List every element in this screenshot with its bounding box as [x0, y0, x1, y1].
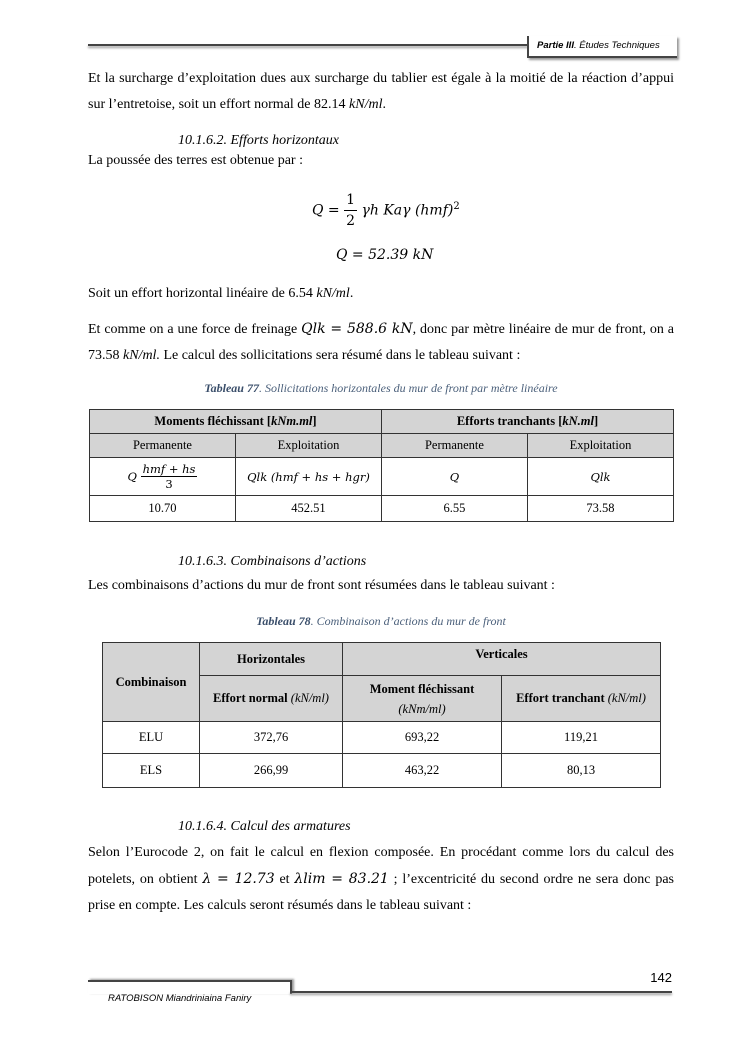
header-rule	[88, 44, 528, 46]
p6-m2: λlim = 83.21	[294, 871, 389, 887]
p1-end: .	[382, 97, 386, 112]
p4-b: , donc par mètre linéaire de mur de front, on a 73.58	[88, 322, 674, 363]
t78-elu-name: ELU	[103, 722, 200, 754]
p4-math: Qlk = 588.6 kN	[301, 321, 413, 337]
t77-f1-pre: Q	[127, 469, 137, 484]
t78-col-effort-tranchant	[502, 676, 661, 722]
t77-g1: Moments fléchissant [	[154, 414, 272, 428]
t77-g2-end: ]	[593, 414, 599, 428]
p1-text: Et la surcharge d’exploitation dues aux surcharge du tablier est égale à la moitié de la réaction d’appui sur l’entretoise, soit un effort normal de 82.14	[88, 71, 674, 112]
p3-unit: kN/ml	[316, 286, 350, 301]
footer-tab	[88, 980, 292, 994]
t78-elu-tranchant: 119,21	[502, 722, 661, 754]
eq1-rhs: γh Kaγ (hmf)	[361, 202, 454, 219]
t78-col-verticales: Verticales	[343, 643, 661, 676]
t77-f1-num: hmf + hs	[142, 462, 196, 476]
t77-group-efforts	[381, 410, 673, 434]
t78-caption-text: . Combinaison d’actions du mur de front	[310, 614, 506, 628]
p4-c: Le calcul des sollicitations sera résumé dans le tableau suivant :	[159, 348, 521, 363]
p6-b: et	[274, 872, 295, 887]
paragraph-combinaisons: Les combinaisons d’actions du mur de front sont résumées dans le tableau suivant :	[88, 578, 555, 593]
t77-caption-text: . Sollicitations horizontales du mur de front par mètre linéaire	[258, 381, 558, 395]
t77-value-2: 452.51	[235, 496, 381, 522]
eq1-den: 2	[346, 213, 356, 229]
paragraph-freinage	[88, 316, 674, 369]
t77-value-1: 10.70	[90, 496, 236, 522]
section-heading-combinaisons: 10.1.6.3. Combinaisons d’actions	[178, 554, 367, 569]
p3-end: .	[349, 286, 354, 301]
t78-row-elu	[103, 722, 661, 754]
p4-a: Et comme on a une force de freinage	[88, 322, 302, 337]
t78-en-label: Effort normal	[213, 691, 288, 705]
t77-formula-3: Q	[381, 458, 527, 496]
p6-a: Selon l’Eurocode 2, on fait le calcul en flexion composée. En procédant comme lors du calcul des potelets, on obtient	[88, 845, 674, 887]
t77-group-row	[90, 410, 674, 434]
table-77	[89, 409, 674, 522]
caption-tableau-78	[88, 614, 674, 629]
t77-g1-unit: kNm.ml	[271, 414, 313, 428]
t77-sub-row	[90, 434, 674, 458]
p4-unit: kN/ml.	[123, 348, 160, 363]
eq1-exp: 2	[453, 200, 460, 212]
t77-value-4: 73.58	[527, 496, 673, 522]
t77-value-row	[90, 496, 674, 522]
table-78	[102, 642, 661, 788]
paragraph-armatures	[88, 840, 674, 919]
t77-group-moments	[90, 410, 382, 434]
t78-els-normal: 266,99	[200, 754, 343, 788]
t77-value-3: 6.55	[381, 496, 527, 522]
t77-f1-frac	[141, 462, 198, 491]
t77-g2-unit: kN.ml	[562, 414, 594, 428]
running-header	[537, 40, 660, 51]
page-number: 142	[650, 970, 672, 985]
footer-rule	[290, 991, 672, 993]
t77-formula-2: Qlk (hmf + hs + hgr)	[235, 458, 381, 496]
t78-caption-num: Tableau 78	[256, 614, 311, 628]
equation-q-value: Q = 52.39 kN	[336, 247, 434, 263]
footer-author: RATOBISON Miandriniaina Faniry	[108, 993, 252, 1004]
t78-en-unit: (kN/ml)	[290, 691, 329, 705]
section-heading-efforts-horizontaux: 10.1.6.2. Efforts horizontaux	[178, 133, 340, 148]
t77-formula-row	[90, 458, 674, 496]
header-title: . Études Techniques	[573, 40, 660, 51]
t77-sub-3: Permanente	[381, 434, 527, 458]
t78-col-combinaison: Combinaison	[103, 643, 200, 722]
t77-sub-4: Exploitation	[527, 434, 673, 458]
p3-text: Soit un effort horizontal linéaire de 6.54	[88, 286, 317, 301]
header-part: Partie III	[537, 40, 574, 51]
t77-g2: Efforts tranchants [	[456, 414, 563, 428]
t78-col-horizontales: Horizontales	[200, 643, 343, 676]
t77-formula-1	[90, 458, 236, 496]
equation-poussee	[312, 190, 460, 231]
paragraph-effort-lineaire	[88, 281, 674, 307]
t78-et-unit: (kN/ml)	[607, 691, 646, 705]
eq1-num: 1	[344, 190, 357, 211]
eq1-lhs: Q =	[312, 202, 340, 219]
t78-col-effort-normal	[200, 676, 343, 722]
t77-sub-2: Exploitation	[235, 434, 381, 458]
t77-g1-end: ]	[312, 414, 317, 428]
t78-els-moment: 463,22	[343, 754, 502, 788]
t78-m-unit: (kNm/ml)	[398, 701, 446, 716]
t78-m-label: Moment fléchissant	[369, 681, 475, 696]
paragraph-surcharge	[88, 66, 674, 118]
t78-elu-normal: 372,76	[200, 722, 343, 754]
t78-et-label: Effort tranchant	[516, 691, 605, 705]
t78-els-name: ELS	[103, 754, 200, 788]
t78-els-tranchant: 80,13	[502, 754, 661, 788]
t77-f1-den: 3	[165, 477, 173, 491]
t77-sub-1: Permanente	[90, 434, 236, 458]
t77-formula-4: Qlk	[527, 458, 673, 496]
p1-unit: kN/ml	[349, 97, 383, 112]
t77-caption-num: Tableau 77	[204, 381, 259, 395]
t78-row-els	[103, 754, 661, 788]
p6-m1: λ = 12.73	[202, 871, 275, 887]
t78-elu-moment: 693,22	[343, 722, 502, 754]
caption-tableau-77	[88, 381, 674, 396]
t78-col-moment	[343, 676, 502, 722]
eq1-fraction	[344, 190, 357, 231]
paragraph-poussee: La poussée des terres est obtenue par :	[88, 153, 303, 168]
section-heading-armatures: 10.1.6.4. Calcul des armatures	[178, 819, 351, 834]
t78-header-row-1	[103, 643, 661, 676]
p6-c: ; l’excentricité du second ordre ne sera donc pas prise en compte. Les calculs seront résumés dans le tableau suivant :	[88, 872, 674, 913]
